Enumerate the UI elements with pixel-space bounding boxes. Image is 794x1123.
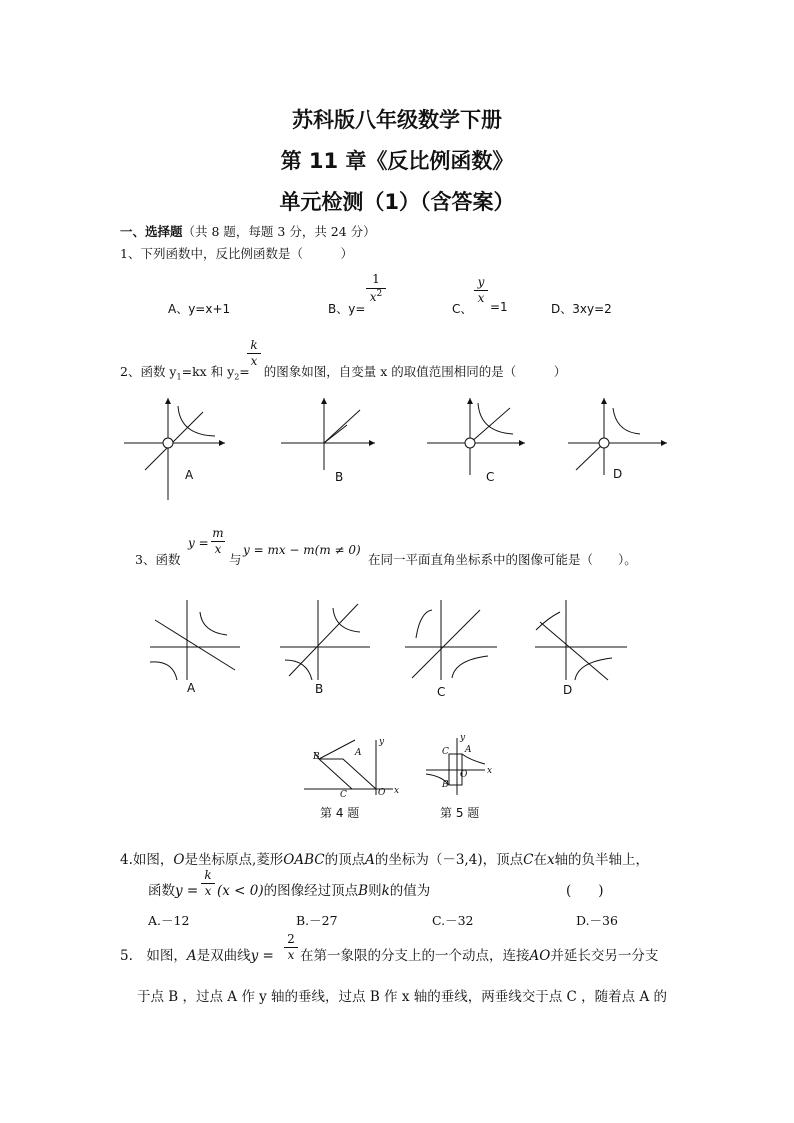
- q1-option-b-fraction: $\frac{1}{x^2}$: [366, 272, 386, 304]
- q5-fraction: $\frac{2}{x}$: [284, 932, 298, 962]
- q4-line-1: 4.如图，O是坐标原点,菱形OABC的顶点A的坐标为（－3,4)，顶点C在x轴的负半轴上，: [120, 852, 650, 868]
- q2-label-d: D: [613, 467, 623, 481]
- q4-line-2b: (x < 0)的图像经过顶点B则k的值为: [217, 883, 431, 899]
- q2-label-b: B: [335, 470, 344, 484]
- q2-fraction: $\frac{k}{x}$: [247, 338, 261, 368]
- q3-label-d: D: [563, 683, 573, 697]
- title-line-2: 第 11 章《反比例函数》: [280, 149, 514, 173]
- fig4-label-a: A: [355, 748, 362, 758]
- q5-line-1b: 在第一象限的分支上的一个动点，连接AO并延长交另一分支: [300, 948, 659, 964]
- q2-stem: 2、函数 $y_1=kx$ 和 $y_2=$ 的图象如图，自变量 x 的取值范围相同的是（ ）: [120, 364, 567, 382]
- q1-option-c-fraction: $\frac{y}{x}$: [474, 275, 488, 305]
- q3-expr: y = mx − m(m ≠ 0): [243, 543, 361, 557]
- title-line-3: 单元检测（1）（含答案）: [279, 190, 515, 214]
- fig4-label-x: x: [394, 786, 400, 796]
- fig4-label-c: C: [340, 790, 347, 800]
- q1-option-a: A、y=x+1: [168, 302, 231, 316]
- q1-option-c: C、: [452, 302, 473, 316]
- q5-line-1a: 5. 如图，A是双曲线y =: [120, 948, 274, 964]
- q4-option-a: A.－12: [148, 913, 190, 928]
- q3-prefix: 3、函数: [135, 552, 181, 567]
- q4-fraction: $\frac{k}{x}$: [201, 868, 215, 898]
- fig5-label-y: y: [460, 733, 466, 743]
- q4-option-d: D.－36: [576, 913, 618, 928]
- q4-answer-paren: ( ): [566, 883, 604, 899]
- q1-option-c-suffix: =1: [490, 300, 508, 314]
- q3-label-a: A: [187, 681, 196, 695]
- q3-mid: 与: [229, 552, 242, 567]
- q3-label-b: B: [315, 682, 324, 696]
- q5-line-2: 于点 B ，过点 A 作 y 轴的垂线，过点 B 作 x 轴的垂线，两垂线交于点 C ，随着点 A 的: [137, 989, 667, 1005]
- q4-option-c: C.－32: [432, 913, 474, 928]
- fig5-label-c: C: [442, 747, 449, 757]
- fig5-label-a: A: [465, 745, 472, 755]
- q1-stem: 1、下列函数中，反比例函数是（ ）: [120, 246, 353, 261]
- title-line-1: 苏科版八年级数学下册: [292, 108, 502, 132]
- q2-label-a: A: [185, 468, 194, 482]
- q4-option-b: B.－27: [296, 913, 338, 928]
- q2-label-c: C: [486, 470, 495, 484]
- section-heading: 一、选择题（共 8 题，每题 3 分，共 24 分）: [120, 224, 376, 239]
- fig4-caption: 第 4 题: [320, 806, 360, 820]
- fig4-label-o: O: [378, 788, 386, 798]
- fig5-label-x: x: [487, 766, 493, 776]
- q3-lhs: y =: [188, 536, 209, 550]
- q3-post: 在同一平面直角坐标系中的图像可能是（ ）。: [368, 552, 637, 567]
- q3-label-c: C: [437, 685, 446, 699]
- fig5-caption: 第 5 题: [440, 806, 480, 820]
- fig4-label-y: y: [379, 737, 385, 747]
- fig5-label-b: B: [442, 780, 449, 790]
- q1-option-b: B、y=: [328, 302, 366, 316]
- fig4-label-b: B: [313, 752, 320, 762]
- q4-line-2a: 函数y =: [148, 883, 199, 899]
- fig5-graph: [426, 738, 485, 795]
- q1-option-d: D、3xy=2: [551, 302, 612, 316]
- fig4-graph: [304, 740, 393, 795]
- fig5-label-o: O: [460, 770, 468, 780]
- q3-fraction: $\frac{m}{x}$: [212, 526, 224, 556]
